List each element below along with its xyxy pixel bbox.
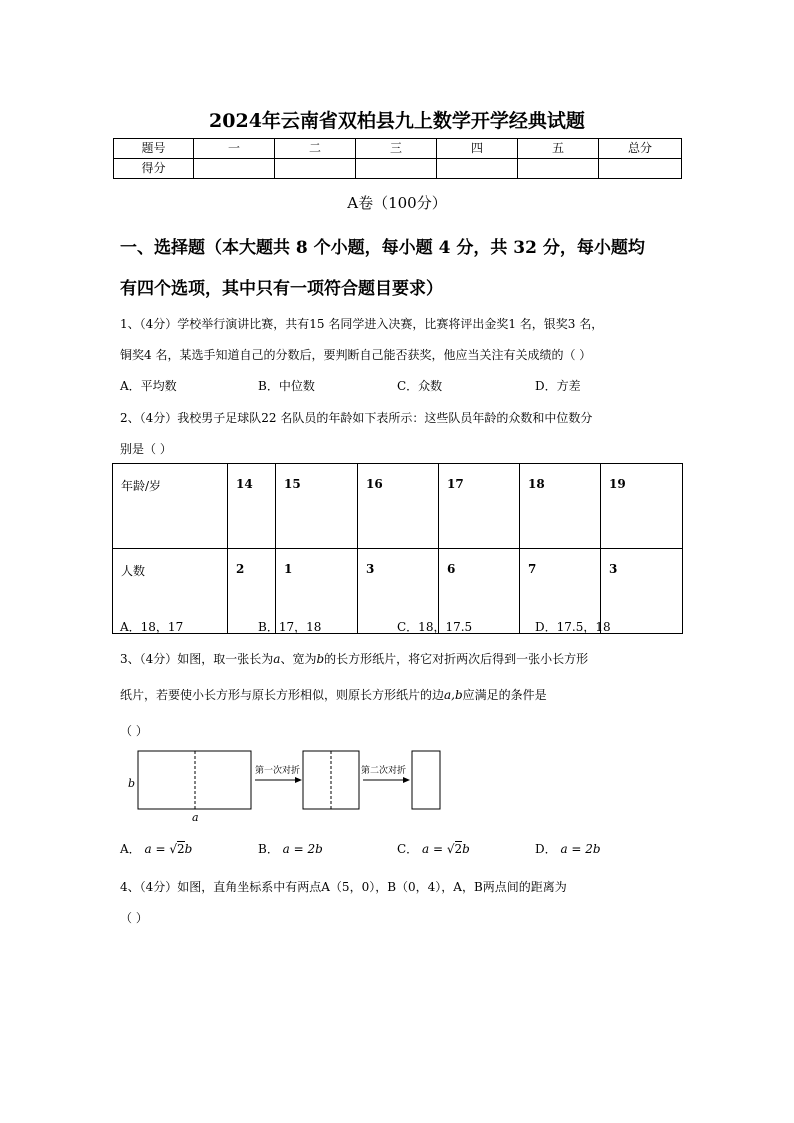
page-title: 2024年云南省双柏县九上数学开学经典试题 bbox=[209, 110, 585, 132]
score-table-score-row bbox=[114, 159, 682, 179]
q3-option-c bbox=[397, 840, 470, 857]
age-table-cell: 18 bbox=[520, 464, 601, 549]
option-letter: C． bbox=[397, 842, 419, 856]
arrow1-head bbox=[295, 777, 302, 783]
age-table-cell: 2 bbox=[228, 549, 276, 634]
score-cell: 五 bbox=[518, 139, 599, 159]
score-cell: 得分 bbox=[114, 159, 194, 179]
age-table-cell: 人数 bbox=[113, 549, 228, 634]
sqrt-sign: √ bbox=[446, 842, 455, 856]
q2-option-a: A．18，17 bbox=[120, 620, 184, 634]
label-a: a bbox=[192, 811, 199, 824]
age-table-cell: 14 bbox=[228, 464, 276, 549]
q3-option-b bbox=[258, 840, 323, 857]
age-table-cell: 15 bbox=[276, 464, 358, 549]
score-table bbox=[113, 138, 682, 179]
var-ab: a,b bbox=[444, 688, 463, 702]
age-table-cell: 1 bbox=[276, 549, 358, 634]
q3-text-part: 纸片，若要使小长方形与原长方形相似，则原长方形纸片的边 bbox=[120, 688, 445, 702]
label-b: b bbox=[128, 777, 136, 790]
section1-heading-line1: 一、选择题（本大题共 8 个小题，每小题 4 分，共 32 分，每小题均 bbox=[120, 238, 645, 258]
sqrt-radicand: 2 bbox=[454, 842, 463, 856]
score-input-cell bbox=[275, 159, 356, 179]
q3-option-d bbox=[535, 840, 601, 857]
q3-text-part: 的长方形纸片，将它对折两次后得到一张小长方形 bbox=[324, 652, 589, 666]
age-table-cell: 19 bbox=[601, 464, 683, 549]
var-a: a bbox=[273, 652, 281, 666]
age-table-cell: 3 bbox=[358, 549, 439, 634]
q1-option-b: B．中位数 bbox=[258, 379, 315, 393]
option-letter: D． bbox=[535, 842, 557, 856]
folding-figure bbox=[120, 745, 450, 825]
option-expr: a = 2b bbox=[282, 842, 323, 856]
score-cell: 题号 bbox=[114, 139, 194, 159]
age-table bbox=[112, 463, 683, 634]
score-cell: 三 bbox=[356, 139, 437, 159]
option-rhs: b bbox=[462, 842, 470, 856]
age-table-cell: 17 bbox=[439, 464, 520, 549]
section1-heading-line2: 有四个选项，其中只有一项符合题目要求） bbox=[120, 279, 443, 299]
q4-text-line1: 4、（4分）如图，直角坐标系中有两点A（5，0），B（0，4），A，B两点间的距离为 bbox=[120, 880, 567, 894]
q2-option-b: B．17，18 bbox=[258, 620, 322, 634]
var-b: b bbox=[316, 652, 325, 666]
q1-option-c: C．众数 bbox=[397, 379, 443, 393]
q3-text-line1 bbox=[120, 650, 588, 667]
q3-text-part: 3、（4分）如图，取一张长为 bbox=[120, 652, 274, 666]
q2-text-line2: 别是（ ） bbox=[120, 442, 172, 456]
score-cell: 二 bbox=[275, 139, 356, 159]
score-input-cell bbox=[437, 159, 518, 179]
score-cell: 总分 bbox=[599, 139, 682, 159]
sqrt-radicand: 2 bbox=[177, 842, 185, 856]
arrow2-head bbox=[403, 777, 410, 783]
q3-text-line2 bbox=[120, 686, 547, 703]
option-expr: a = 2b bbox=[560, 842, 601, 856]
q2-option-d: D．17.5，18 bbox=[535, 620, 611, 634]
age-table-cell: 6 bbox=[439, 549, 520, 634]
age-table-cell: 3 bbox=[601, 549, 683, 634]
q2-text-line1: 2、（4分）我校男子足球队22 名队员的年龄如下表所示：这些队员年龄的众数和中位数分 bbox=[120, 411, 593, 425]
age-table-header-row bbox=[113, 464, 683, 549]
option-rhs: b bbox=[184, 842, 193, 856]
score-input-cell bbox=[599, 159, 682, 179]
age-table-cell: 16 bbox=[358, 464, 439, 549]
original-rectangle bbox=[138, 751, 251, 809]
age-table-cell: 年龄/岁 bbox=[113, 464, 228, 549]
quarter-rectangle bbox=[412, 751, 440, 809]
q3-text-part: 应满足的条件是 bbox=[462, 688, 547, 702]
score-cell: 四 bbox=[437, 139, 518, 159]
arrow2-label: 第二次对折 bbox=[361, 766, 407, 776]
score-input-cell bbox=[356, 159, 437, 179]
q1-option-a: A．平均数 bbox=[120, 379, 177, 393]
score-input-cell bbox=[194, 159, 275, 179]
option-lhs: a = bbox=[422, 842, 447, 856]
option-lhs: a = bbox=[144, 842, 170, 856]
score-table-header-row bbox=[114, 139, 682, 159]
q1-text-line2: 铜奖4 名，某选手知道自己的分数后，要判断自己能否获奖，他应当关注有关成绩的（ ） bbox=[120, 348, 592, 362]
option-letter: A． bbox=[120, 842, 141, 856]
half-rectangle bbox=[303, 751, 359, 809]
arrow1-label: 第一次对折 bbox=[255, 766, 301, 776]
q4-text-line2: （ ） bbox=[120, 911, 148, 925]
q1-text-line1: 1、（4分）学校举行演讲比赛，共有15 名同学进入决赛，比赛将评出金奖1 名，银奖3 名， bbox=[120, 317, 604, 331]
q3-text-part: 、宽为 bbox=[280, 652, 317, 666]
score-input-cell bbox=[518, 159, 599, 179]
age-table-cell: 7 bbox=[520, 549, 601, 634]
q3-text-line3: （ ） bbox=[120, 724, 148, 738]
q2-option-c: C．18，17.5 bbox=[397, 620, 473, 634]
q1-option-d: D．方差 bbox=[535, 379, 581, 393]
option-letter: B． bbox=[258, 842, 279, 856]
sqrt-sign: √ bbox=[169, 842, 177, 856]
score-cell: 一 bbox=[194, 139, 275, 159]
section-a-heading: A卷（100分） bbox=[347, 194, 447, 212]
q3-option-a bbox=[120, 840, 192, 857]
